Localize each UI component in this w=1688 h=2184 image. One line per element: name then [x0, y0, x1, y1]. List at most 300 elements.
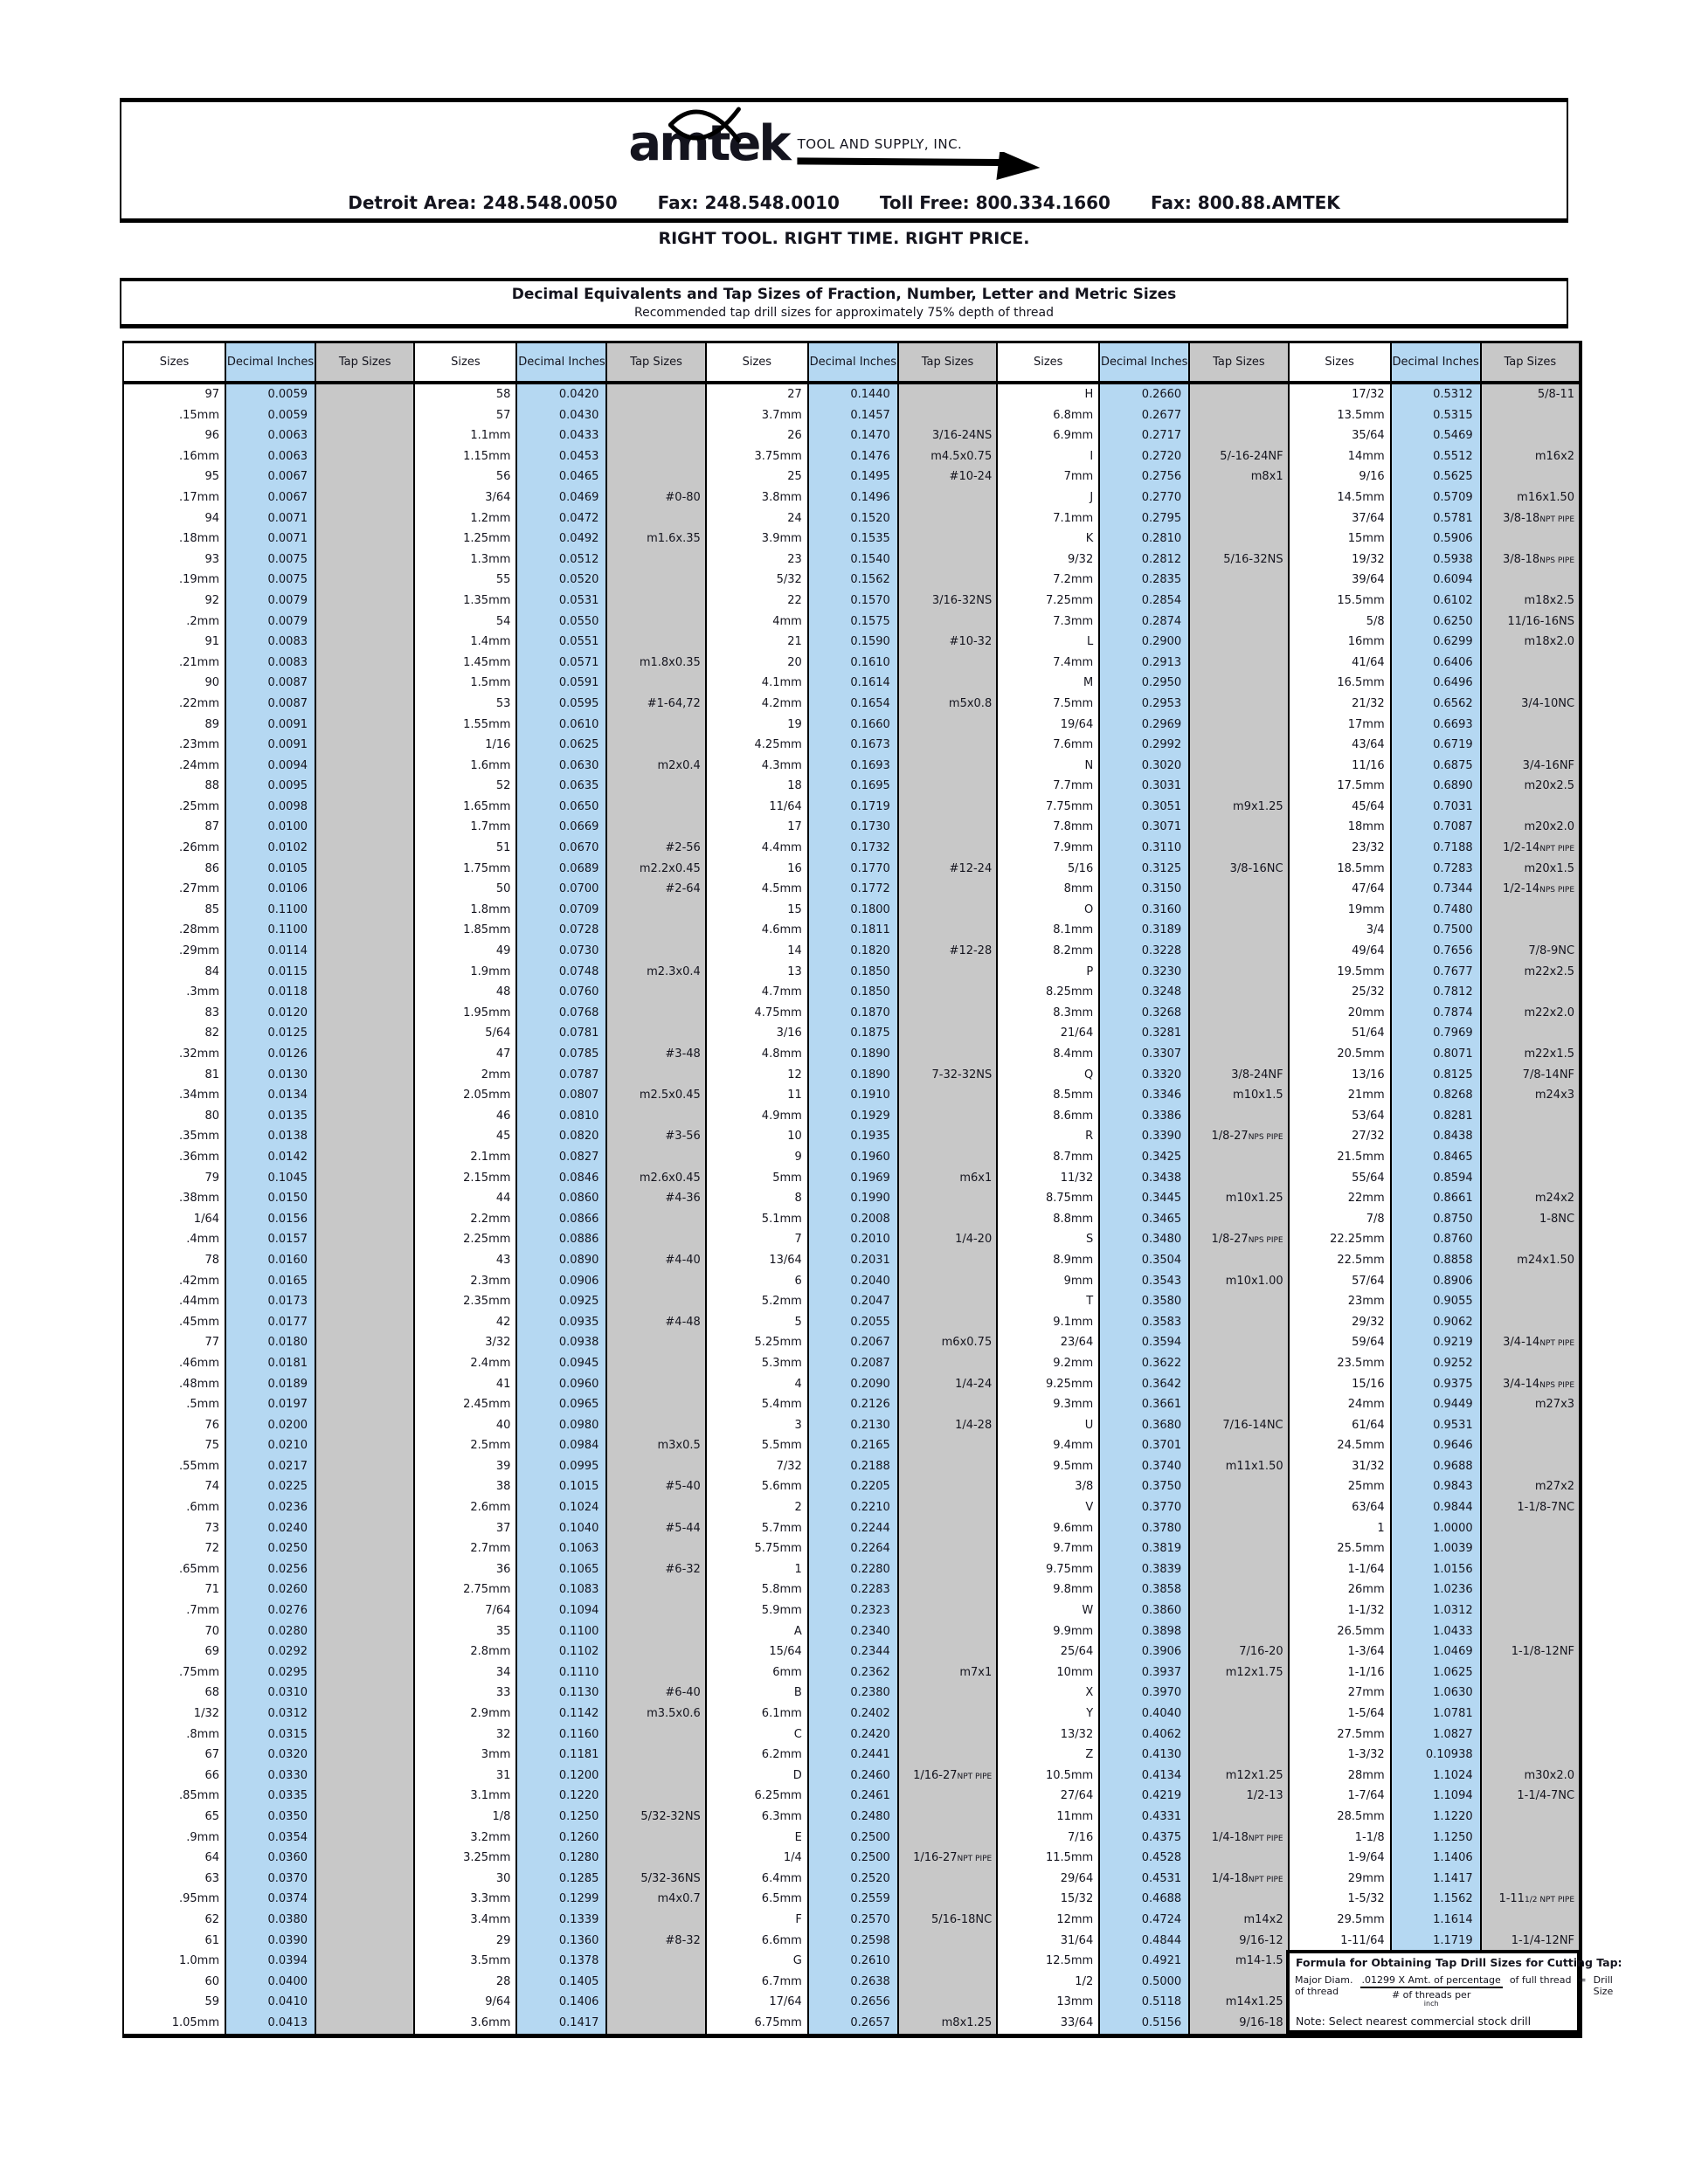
decimal-cell: 0.1015: [517, 1476, 607, 1497]
decimal-cell: 0.5315: [1392, 405, 1482, 426]
decimal-cell: 0.1476: [809, 446, 899, 467]
decimal-cell: 0.0420: [517, 384, 607, 405]
table-row: [707, 1910, 996, 1931]
decimal-cell: 0.3543: [1100, 1271, 1190, 1292]
tap-cell: [899, 1931, 996, 1952]
tap-cell: [1190, 1476, 1287, 1497]
table-row: [124, 1394, 413, 1415]
decimal-cell: 0.2280: [809, 1559, 899, 1580]
size-cell: 47: [415, 1044, 517, 1065]
table-row: [707, 982, 996, 1003]
tap-cell: [899, 735, 996, 756]
doc-subtitle: Recommended tap drill sizes for approximately 75% depth of thread: [634, 306, 1054, 320]
tap-cell: [1482, 1415, 1579, 1436]
decimal-cell: 0.3386: [1100, 1106, 1190, 1127]
decimal-cell: 0.0995: [517, 1456, 607, 1477]
decimal-cell: 0.0965: [517, 1394, 607, 1415]
decimal-cell: 1.0625: [1392, 1662, 1482, 1683]
table-row: [707, 570, 996, 591]
table-row: [707, 1600, 996, 1621]
tap-cell: [1482, 1229, 1579, 1250]
table-row: [998, 900, 1287, 921]
decimal-cell: 0.7344: [1392, 879, 1482, 900]
table-row: [124, 508, 413, 529]
tap-cell: [316, 1745, 413, 1766]
tap-cell: m3.5x0.6: [607, 1704, 704, 1724]
contact-detroit: Detroit Area: 248.548.0050: [348, 192, 618, 213]
decimal-cell: 0.1969: [809, 1168, 899, 1189]
decimal-cell: 0.8661: [1392, 1188, 1482, 1209]
decimal-cell: 0.0083: [226, 632, 316, 653]
table-row: [1290, 508, 1579, 529]
size-cell: 2.15mm: [415, 1168, 517, 1189]
table-row: [124, 1126, 413, 1147]
size-cell: 6.8mm: [998, 405, 1100, 426]
tap-cell: [607, 797, 704, 818]
size-cell: 9.6mm: [998, 1518, 1100, 1539]
size-cell: 25mm: [1290, 1476, 1392, 1497]
size-cell: 67: [124, 1745, 226, 1766]
tap-cell: m24x3: [1482, 1085, 1579, 1106]
size-cell: 27/32: [1290, 1126, 1392, 1147]
size-cell: 8.6mm: [998, 1106, 1100, 1127]
size-cell: 4.4mm: [707, 838, 809, 859]
decimal-cell: 0.2087: [809, 1353, 899, 1374]
table-row: [707, 508, 996, 529]
decimal-cell: 0.2812: [1100, 549, 1190, 570]
size-cell: 42: [415, 1312, 517, 1333]
size-cell: 25.5mm: [1290, 1538, 1392, 1559]
tap-cell: [1482, 425, 1579, 446]
size-cell: .85mm: [124, 1786, 226, 1807]
table-row: [1290, 529, 1579, 549]
tap-cell: [316, 859, 413, 880]
decimal-cell: 0.1406: [517, 1992, 607, 2013]
tap-cell: [899, 900, 996, 921]
size-cell: N: [998, 756, 1100, 777]
table-row: [415, 900, 704, 921]
table-row: [998, 1126, 1287, 1147]
tap-cell: m1.8x0.35: [607, 653, 704, 674]
table-row: [124, 1229, 413, 1250]
tap-cell: 9/16-18: [1190, 2013, 1287, 2034]
table-row: [124, 859, 413, 880]
table-row: [1290, 941, 1579, 962]
tap-cell: m10x1.25: [1190, 1188, 1287, 1209]
tap-cell: [316, 1353, 413, 1374]
tap-cell: [316, 1951, 413, 1972]
decimal-cell: 0.1562: [809, 570, 899, 591]
decimal-cell: 0.3970: [1100, 1683, 1190, 1704]
tap-cell: [316, 1229, 413, 1250]
tap-cell: [316, 1766, 413, 1787]
table-row: [998, 1848, 1287, 1869]
decimal-cell: 0.1811: [809, 920, 899, 941]
table-row: [707, 1291, 996, 1312]
decimal-cell: 0.0240: [226, 1518, 316, 1539]
table-row: [1290, 879, 1579, 900]
decimal-cell: 0.9062: [1392, 1312, 1482, 1333]
decimal-cell: 0.9252: [1392, 1353, 1482, 1374]
decimal-cell: 0.0210: [226, 1435, 316, 1456]
table-row: [1290, 859, 1579, 880]
table-row: [707, 467, 996, 487]
size-cell: 18.5mm: [1290, 859, 1392, 880]
table-row: [124, 2013, 413, 2034]
size-cell: .48mm: [124, 1374, 226, 1395]
table-row: [124, 1518, 413, 1539]
doc-title: Decimal Equivalents and Tap Sizes of Fraction, Number, Letter and Metric Sizes: [511, 286, 1177, 303]
size-cell: 12mm: [998, 1910, 1100, 1931]
tap-size-suffix: NPT PIPE: [1539, 515, 1575, 524]
size-cell: 5.75mm: [707, 1538, 809, 1559]
tap-cell: [607, 612, 704, 632]
table-row: [998, 1085, 1287, 1106]
size-cell: 26: [707, 425, 809, 446]
tap-cell: [316, 1065, 413, 1086]
size-cell: 94: [124, 508, 226, 529]
tap-cell: [1190, 1044, 1287, 1065]
decimal-cell: 0.0067: [226, 487, 316, 508]
decimal-cell: 0.0807: [517, 1085, 607, 1106]
size-cell: 31/64: [998, 1931, 1100, 1952]
size-cell: 6.5mm: [707, 1889, 809, 1910]
table-row: [998, 797, 1287, 818]
table-row: [998, 1662, 1287, 1683]
tap-cell: m8x1: [1190, 467, 1287, 487]
tap-cell: #3-56: [607, 1126, 704, 1147]
table-group-4: [998, 343, 1289, 2034]
table-row: [707, 2013, 996, 2034]
table-row: [707, 776, 996, 797]
size-cell: 26mm: [1290, 1579, 1392, 1600]
tap-cell: 5/-16-24NF: [1190, 446, 1287, 467]
size-cell: 37: [415, 1518, 517, 1539]
tap-cell: [607, 1621, 704, 1642]
tap-cell: m22x2.5: [1482, 962, 1579, 983]
decimal-cell: 1.1417: [1392, 1869, 1482, 1890]
tap-cell: [1482, 1807, 1579, 1828]
table-row: [415, 653, 704, 674]
tap-cell: [899, 1456, 996, 1477]
size-cell: 17: [707, 817, 809, 838]
size-cell: 5.3mm: [707, 1353, 809, 1374]
size-cell: 53/64: [1290, 1106, 1392, 1127]
decimal-cell: 0.1890: [809, 1044, 899, 1065]
contact-fax1: Fax: 248.548.0010: [657, 192, 840, 213]
decimal-cell: 0.5781: [1392, 508, 1482, 529]
table-row: [415, 1869, 704, 1890]
table-row: [1290, 1394, 1579, 1415]
size-cell: 1.05mm: [124, 2013, 226, 2034]
size-cell: 4.9mm: [707, 1106, 809, 1127]
tap-size-suffix: NPT PIPE: [1248, 1875, 1283, 1884]
decimal-cell: 1.0236: [1392, 1579, 1482, 1600]
decimal-cell: 1.1614: [1392, 1910, 1482, 1931]
size-cell: 14.5mm: [1290, 487, 1392, 508]
table-row: [415, 1353, 704, 1374]
size-cell: 28.5mm: [1290, 1807, 1392, 1828]
size-cell: 59/64: [1290, 1332, 1392, 1353]
decimal-cell: 0.7283: [1392, 859, 1482, 880]
size-cell: 41: [415, 1374, 517, 1395]
tap-cell: m12x1.25: [1190, 1766, 1287, 1787]
size-cell: 29: [415, 1931, 517, 1952]
decimal-cell: 0.1083: [517, 1579, 607, 1600]
size-cell: .21mm: [124, 653, 226, 674]
table-row: [415, 384, 704, 405]
tap-cell: [316, 405, 413, 426]
decimal-cell: 0.3465: [1100, 1209, 1190, 1230]
size-cell: 4: [707, 1374, 809, 1395]
table-row: [1290, 549, 1579, 570]
tap-cell: [316, 612, 413, 632]
tap-cell: [1190, 1332, 1287, 1353]
column-header-row: [998, 343, 1287, 384]
decimal-cell: 1.0469: [1392, 1641, 1482, 1662]
size-cell: 47/64: [1290, 879, 1392, 900]
tap-cell: [316, 1168, 413, 1189]
table-row: [415, 487, 704, 508]
tap-cell: [607, 920, 704, 941]
tap-cell: 5/16-32NS: [1190, 549, 1287, 570]
tap-cell: [316, 1683, 413, 1704]
tap-cell: [607, 1579, 704, 1600]
table-row: [707, 1476, 996, 1497]
decimal-cell: 0.1850: [809, 982, 899, 1003]
size-cell: 6.6mm: [707, 1931, 809, 1952]
decimal-cell: 0.2461: [809, 1786, 899, 1807]
size-cell: 7.3mm: [998, 612, 1100, 632]
size-cell: 1.85mm: [415, 920, 517, 941]
size-cell: 9mm: [998, 1271, 1100, 1292]
table-row: [415, 1704, 704, 1724]
size-cell: 68: [124, 1683, 226, 1704]
size-cell: 5.8mm: [707, 1579, 809, 1600]
decimal-cell: 0.0728: [517, 920, 607, 941]
size-cell: S: [998, 1229, 1100, 1250]
size-cell: 2.3mm: [415, 1271, 517, 1292]
decimal-cell: 0.2770: [1100, 487, 1190, 508]
size-cell: 31: [415, 1766, 517, 1787]
size-cell: 2.2mm: [415, 1209, 517, 1230]
decimal-cell: 0.1695: [809, 776, 899, 797]
size-cell: 89: [124, 715, 226, 736]
decimal-cell: 0.2953: [1100, 694, 1190, 715]
size-cell: 8.1mm: [998, 920, 1100, 941]
size-cell: 15/64: [707, 1641, 809, 1662]
table-row: [415, 817, 704, 838]
decimal-cell: 0.1040: [517, 1518, 607, 1539]
table-row: [124, 962, 413, 983]
table-row: [124, 487, 413, 508]
size-cell: 7.8mm: [998, 817, 1100, 838]
decimal-cell: 0.7188: [1392, 838, 1482, 859]
decimal-cell: 0.1285: [517, 1869, 607, 1890]
decimal-cell: 0.0115: [226, 962, 316, 983]
table-row: [707, 1621, 996, 1642]
table-row: [998, 1600, 1287, 1621]
table-row: [124, 1332, 413, 1353]
decimal-cell: 0.0394: [226, 1951, 316, 1972]
decimal-cell: 0.4375: [1100, 1828, 1190, 1849]
decimal-cell: 0.2126: [809, 1394, 899, 1415]
tap-cell: [1190, 508, 1287, 529]
table-row: [1290, 1641, 1579, 1662]
size-cell: 7.9mm: [998, 838, 1100, 859]
decimal-cell: 0.5156: [1100, 2013, 1190, 2034]
decimal-cell: 0.2264: [809, 1538, 899, 1559]
table-row: [124, 673, 413, 694]
decimal-cell: 0.3622: [1100, 1353, 1190, 1374]
size-cell: 5mm: [707, 1168, 809, 1189]
size-cell: 3/8: [998, 1476, 1100, 1497]
table-row: [1290, 1271, 1579, 1292]
size-cell: 7.6mm: [998, 735, 1100, 756]
size-cell: 27: [707, 384, 809, 405]
size-cell: 3.6mm: [415, 2013, 517, 2034]
table-row: [1290, 1848, 1579, 1869]
decimal-cell: 0.1094: [517, 1600, 607, 1621]
decimal-cell: 0.1673: [809, 735, 899, 756]
decimal-cell: 0.10938: [1392, 1745, 1482, 1766]
table-row: [707, 1250, 996, 1271]
tap-cell: [899, 529, 996, 549]
tap-cell: [1482, 1518, 1579, 1539]
tap-cell: [316, 1250, 413, 1271]
decimal-cell: 0.2520: [809, 1869, 899, 1890]
table-row: [415, 1291, 704, 1312]
table-row: [998, 1951, 1287, 1972]
table-row: [998, 1745, 1287, 1766]
decimal-cell: 0.8906: [1392, 1271, 1482, 1292]
tap-cell: [316, 900, 413, 921]
decimal-cell: 0.0380: [226, 1910, 316, 1931]
size-cell: 26.5mm: [1290, 1621, 1392, 1642]
table-row: [124, 1786, 413, 1807]
size-cell: 7/32: [707, 1456, 809, 1477]
size-cell: 64: [124, 1848, 226, 1869]
tap-cell: [1190, 529, 1287, 549]
size-cell: 28: [415, 1972, 517, 1993]
tap-cell: 5/16-18NC: [899, 1910, 996, 1931]
size-cell: 3.8mm: [707, 487, 809, 508]
size-cell: 1.0mm: [124, 1951, 226, 1972]
tap-cell: [1190, 1291, 1287, 1312]
decimal-cell: 0.2283: [809, 1579, 899, 1600]
decimal-cell: 0.2323: [809, 1600, 899, 1621]
size-cell: 5: [707, 1312, 809, 1333]
size-cell: 18mm: [1290, 817, 1392, 838]
table-row: [707, 941, 996, 962]
table-row: [1290, 900, 1579, 921]
tap-cell: [1482, 1435, 1579, 1456]
size-cell: 19: [707, 715, 809, 736]
table-row: [124, 1003, 413, 1024]
size-cell: B: [707, 1683, 809, 1704]
decimal-cell: 0.3051: [1100, 797, 1190, 818]
table-row: [1290, 1023, 1579, 1044]
table-row: [707, 1394, 996, 1415]
decimal-cell: 0.0091: [226, 715, 316, 736]
size-cell: 4.7mm: [707, 982, 809, 1003]
size-cell: 52: [415, 776, 517, 797]
table-row: [998, 1044, 1287, 1065]
table-row: [124, 1641, 413, 1662]
tap-cell: [899, 756, 996, 777]
column-header-row: [1290, 343, 1579, 384]
table-row: [998, 1291, 1287, 1312]
decimal-cell: 0.7677: [1392, 962, 1482, 983]
decimal-cell: 0.2047: [809, 1291, 899, 1312]
table-row: [124, 1497, 413, 1518]
table-row: [998, 1332, 1287, 1353]
decimal-cell: 0.0134: [226, 1085, 316, 1106]
size-cell: 4.1mm: [707, 673, 809, 694]
table-row: [124, 1250, 413, 1271]
tap-cell: [316, 1332, 413, 1353]
formula-left: Major Diam. of thread: [1295, 1974, 1353, 1997]
table-row: [998, 1579, 1287, 1600]
tap-cell: [316, 653, 413, 674]
decimal-cell: 0.0630: [517, 756, 607, 777]
tap-cell: 1-111/2 NPT PIPE: [1482, 1889, 1579, 1910]
column-header-decimal-inches: Decimal Inches: [517, 343, 607, 381]
tap-cell: [316, 1559, 413, 1580]
size-cell: W: [998, 1600, 1100, 1621]
size-cell: .46mm: [124, 1353, 226, 1374]
table-row: [415, 1209, 704, 1230]
table-row: [415, 756, 704, 777]
table-row: [124, 879, 413, 900]
size-cell: 23/64: [998, 1332, 1100, 1353]
decimal-cell: 0.0130: [226, 1065, 316, 1086]
tap-cell: [899, 1106, 996, 1127]
decimal-cell: 0.0980: [517, 1415, 607, 1436]
tap-cell: m2.2x0.45: [607, 859, 704, 880]
tap-cell: [1190, 715, 1287, 736]
decimal-cell: 0.3858: [1100, 1579, 1190, 1600]
table-row: [415, 1394, 704, 1415]
tap-cell: [316, 1456, 413, 1477]
table-row: [124, 1044, 413, 1065]
size-cell: 3/32: [415, 1332, 517, 1353]
tap-cell: m22x1.5: [1482, 1044, 1579, 1065]
table-row: [415, 1992, 704, 2013]
tap-cell: [899, 487, 996, 508]
tap-cell: [607, 1065, 704, 1086]
tap-cell: [316, 1476, 413, 1497]
decimal-cell: 0.0156: [226, 1209, 316, 1230]
table-row: [415, 1044, 704, 1065]
decimal-cell: 0.7812: [1392, 982, 1482, 1003]
decimal-cell: 1.1094: [1392, 1786, 1482, 1807]
table-row: [707, 1992, 996, 2013]
tap-cell: m18x2.0: [1482, 632, 1579, 653]
tap-cell: [607, 1600, 704, 1621]
size-cell: 15.5mm: [1290, 591, 1392, 612]
tap-cell: [899, 715, 996, 736]
tap-cell: [1482, 900, 1579, 921]
size-cell: 5/8: [1290, 612, 1392, 632]
size-cell: 5/64: [415, 1023, 517, 1044]
size-cell: 2.6mm: [415, 1497, 517, 1518]
tap-cell: m22x2.0: [1482, 1003, 1579, 1024]
tap-cell: [316, 1044, 413, 1065]
column-header-decimal-inches: Decimal Inches: [226, 343, 316, 381]
table-row: [1290, 1662, 1579, 1683]
size-cell: 1.1mm: [415, 425, 517, 446]
